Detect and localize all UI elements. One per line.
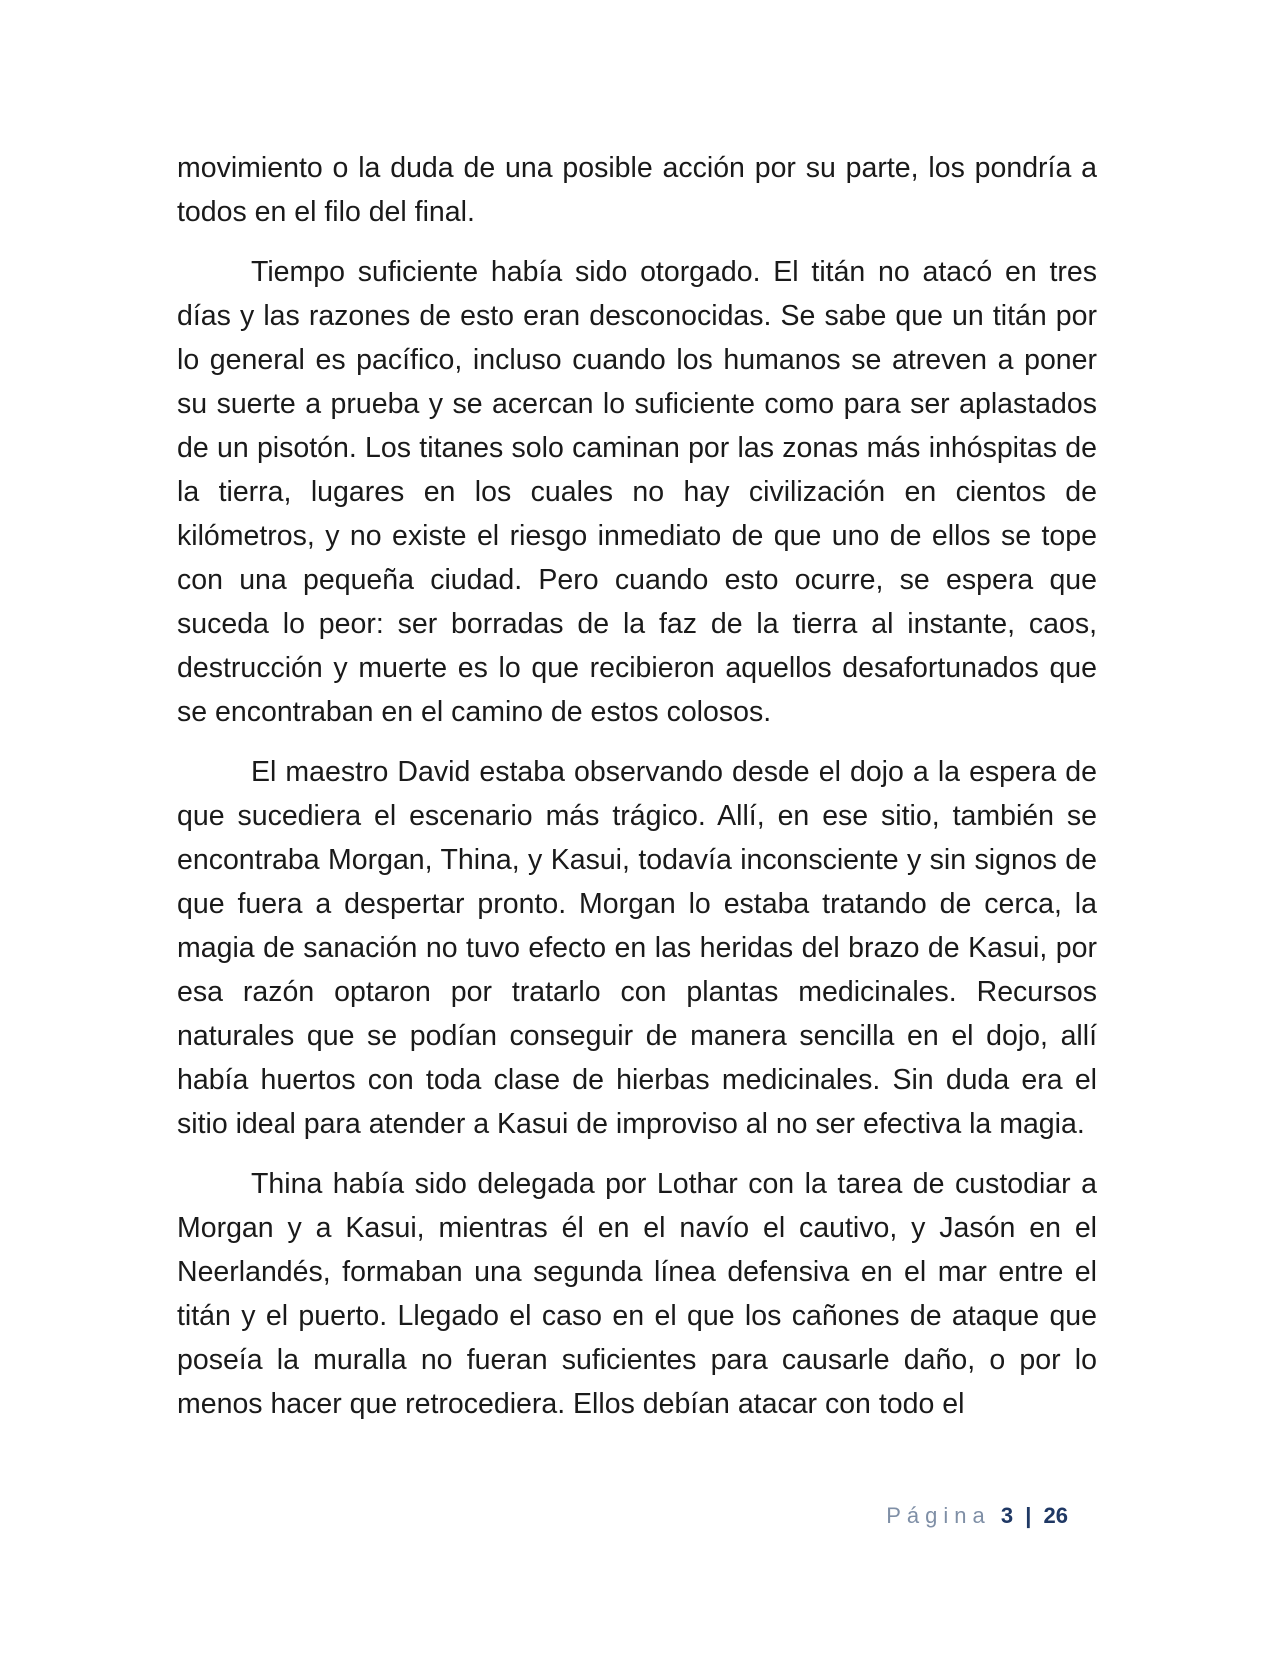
footer-page-number: 3	[1000, 1503, 1014, 1528]
paragraph-2: Tiempo suficiente había sido otorgado. El titán no atacó en tres días y las razones de esto eran desconocidas. Se sabe que un titán por lo general es pacífico, incluso cuando los humanos se atreven a poner su suerte a prueba y se acercan lo suficiente como para ser aplastados de un pisotón. Los titanes solo caminan por las zonas más inhóspitas de la tierra, lugares en los cuales no hay civilización en cientos de kilómetros, y no existe el riesgo inmediato de que uno de ellos se tope con una pequeña ciudad. Pero cuando esto ocurre, se espera que suceda lo peor: ser borradas de la faz de la tierra al instante, caos, destrucción y muerte es lo que recibieron aquellos desafortunados que se encontraban en el camino de estos colosos.	[177, 256, 1097, 728]
footer-page-label: Página	[886, 1503, 991, 1528]
footer-total-pages: 26	[1043, 1503, 1068, 1528]
footer-separator: |	[1025, 1503, 1032, 1528]
paragraph-1: movimiento o la duda de una posible acción por su parte, los pondría a todos en el filo del final.	[177, 152, 1097, 228]
body-text	[177, 146, 1097, 1442]
paragraph-4: Thina había sido delegada por Lothar con la tarea de custodiar a Morgan y a Kasui, mientras él en el navío el cautivo, y Jasón en el Neerlandés, formaban una segunda línea defensiva en el mar entre el titán y el puerto. Llegado el caso en el que los cañones de ataque que poseía la muralla no fueran suficientes para causarle daño, o por lo menos hacer que retrocediera. Ellos debían atacar con todo el	[177, 1168, 1097, 1420]
page-footer	[0, 1500, 1068, 1532]
paragraph-3: El maestro David estaba observando desde el dojo a la espera de que sucediera el escenario más trágico. Allí, en ese sitio, también se encontraba Morgan, Thina, y Kasui, todavía inconsciente y sin signos de que fuera a despertar pronto. Morgan lo estaba tratando de cerca, la magia de sanación no tuvo efecto en las heridas del brazo de Kasui, por esa razón optaron por tratarlo con plantas medicinales. Recursos naturales que se podían conseguir de manera sencilla en el dojo, allí había huertos con toda clase de hierbas medicinales. Sin duda era el sitio ideal para atender a Kasui de improviso al no ser efectiva la magia.	[177, 756, 1097, 1140]
